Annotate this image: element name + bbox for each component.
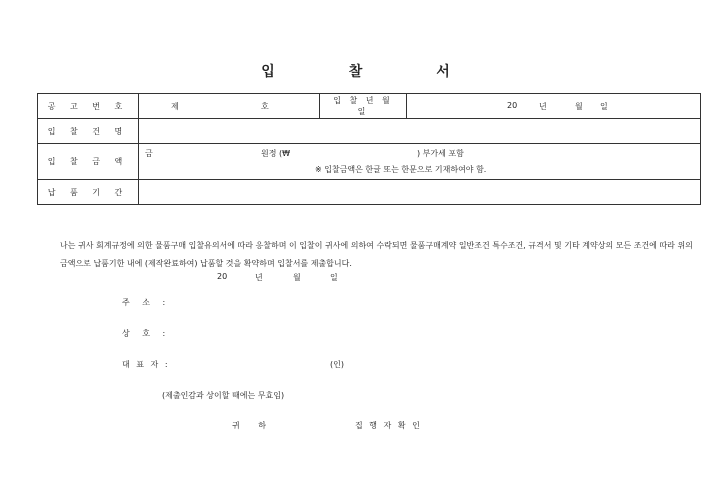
- title-char-1: 입: [261, 64, 277, 80]
- bid-title-field[interactable]: [139, 119, 701, 144]
- bid-date-day-unit: 일: [600, 102, 608, 111]
- title-char-2: 찰: [348, 64, 365, 80]
- amount-prefix: 금: [145, 149, 153, 158]
- document-title: [0, 61, 713, 81]
- notice-number-label: 공 고 번 호: [38, 94, 139, 119]
- addressee: 귀 하: [232, 421, 274, 430]
- notice-prefix: 제: [171, 102, 179, 111]
- date-year: 20: [217, 272, 228, 281]
- notice-number-field[interactable]: [139, 94, 320, 119]
- company-label: 상 호 :: [122, 329, 171, 338]
- bid-amount-label: 입 찰 금 액: [38, 144, 139, 180]
- delivery-period-field[interactable]: [139, 180, 701, 205]
- amount-note: ※ 입찰금액은 한글 또는 한문으로 기재하여야 함.: [315, 165, 487, 174]
- address-label: 주 소 :: [122, 298, 171, 307]
- table-row-title: [38, 119, 701, 144]
- bid-amount-field[interactable]: [139, 144, 701, 180]
- bid-date-label: 입 찰 년 월 일: [320, 94, 407, 119]
- representative-label: 대 표 자 :: [122, 360, 170, 369]
- amount-won: 원정 (₩: [261, 149, 291, 158]
- date-day-unit: 일: [330, 273, 338, 282]
- bid-date-year-unit: 년: [539, 102, 547, 111]
- bid-date-month-unit: 월: [575, 102, 583, 111]
- date-month-unit: 월: [293, 273, 301, 282]
- bid-form-table: [37, 93, 701, 205]
- table-row-amount: [38, 144, 701, 180]
- date-year-unit: 년: [255, 273, 263, 282]
- table-row-notice: [38, 94, 701, 119]
- bid-title-label: 입 찰 건 명: [38, 119, 139, 144]
- bid-date-field[interactable]: [407, 94, 701, 119]
- seal-mark: (인): [330, 360, 344, 369]
- table-row-delivery: [38, 180, 701, 205]
- delivery-period-label: 납 품 기 간: [38, 180, 139, 205]
- notice-suffix: 호: [261, 102, 269, 111]
- officer-confirmation: 집 행 자 확 인: [355, 421, 422, 430]
- amount-vat: ) 부가세 포함: [417, 149, 464, 158]
- title-char-3: 서: [436, 64, 452, 80]
- seal-note: (제출인감과 상이할 때에는 무효임): [162, 391, 285, 400]
- bid-date-year: 20: [507, 101, 518, 110]
- declaration-paragraph: 나는 귀사 회계규정에 의한 물품구매 입찰유의서에 따라 응찰하며 이 입찰이 귀사에 의하여 수락되면 물품구매계약 일반조건 특수조건, 규격서 및 기타 계약상의 모든 조건에 따라 위의 금액으로 납품기한 내에 (제작완료하여) 납품할 것을 확약하며 입찰서를 제출합니다.: [60, 241, 693, 268]
